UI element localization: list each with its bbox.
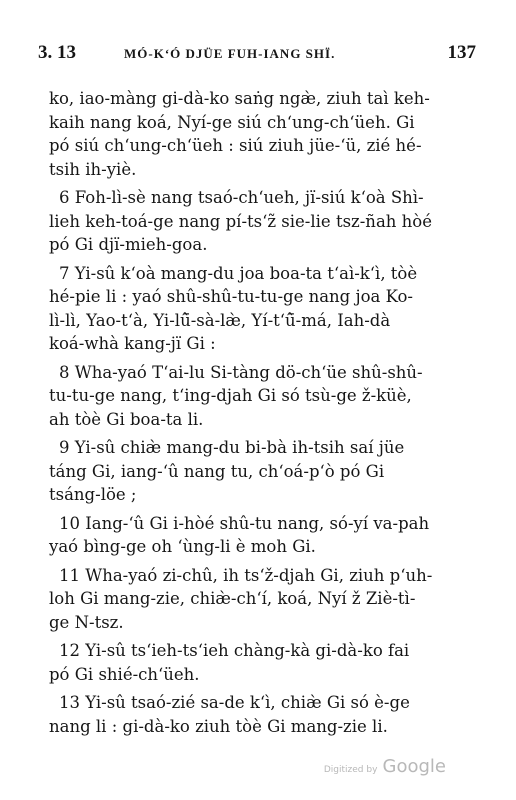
text-line: 12 Yi-sû ts‘ieh-ts‘ieh chàng-kà gi-dà-ko fai: [59, 641, 410, 660]
text-line: lieh keh-toá-ge nang pí-ts‘z̃ sie-lie tsz-ñah hòé: [49, 211, 432, 231]
text-line: lì-lì, Yao-t‘à, Yi-lû̄-sà-læ̀, Yí-t‘û̄-má, Iah-dà: [49, 310, 391, 330]
verse-paragraph: [49, 262, 489, 356]
book-title: MÓ-K‘Ó DJÜE FUH-IANG SHÏ.: [124, 46, 336, 61]
verse-paragraph: [49, 87, 489, 181]
text-line: kaih nang koá, Nyí-ge siú ch‘ung-ch‘üeh. Gi: [49, 112, 415, 132]
text-line: loh Gi mang-zie, chiæ̀-ch‘í, koá, Nyí ž Ziè-tì-: [49, 589, 416, 608]
text-line: 10 Iang-‘û Gi i-hòé shû-tu nang, só-yí va-pah: [59, 513, 430, 533]
text-line: 11 Wha-yaó zi-chû, ih ts‘ž-djah Gi, ziuh p‘uh-: [59, 565, 433, 585]
text-line: hé-pie li : yaó shû-shû-tu-tu-ge nang joa Ko-: [49, 287, 414, 306]
watermark-prefix: Digitized by: [323, 765, 378, 775]
text-line: 9 Yi-sû chiæ̀ mang-du bi-bà ih-tsih saí jüe: [59, 438, 405, 457]
text-line: táng Gi, iang-‘û nang tu, ch‘oá-p‘ò pó Gi: [49, 461, 385, 481]
text-line: ge N-tsz.: [49, 612, 124, 632]
text-line: ah tòè Gi boa-ta li.: [49, 409, 204, 429]
verse-paragraph: [49, 564, 489, 635]
text-line: 7 Yi-sû k‘oà mang-du joa boa-ta t‘aì-k‘ì, tòè: [59, 263, 418, 283]
text-line: pó Gi djï-mieh-goa.: [49, 235, 208, 254]
text-line: yaó bìng-ge oh ‘ùng-li è moh Gi.: [49, 537, 316, 556]
verse-paragraph: [49, 436, 489, 507]
text-line: tsih ih-yiè.: [49, 159, 137, 179]
text-line: 13 Yi-sû tsaó-zié sa-de k‘ì, chiæ̀ Gi só è-ge: [59, 693, 410, 712]
text-line: ko, iao-màng gi-dà-ko saṅg ngæ̀, ziuh taì keh-: [49, 89, 430, 108]
verse-paragraph: [49, 186, 489, 257]
digitized-watermark: [324, 756, 446, 777]
text-line: pó Gi shié-ch‘üeh.: [49, 664, 200, 684]
text-line: tsáng-löe ;: [49, 485, 137, 504]
text-line: 8 Wha-yaó T‘ai-lu Si-tàng dö-ch‘üe shû-shû-: [59, 362, 423, 382]
verse-paragraph: [49, 691, 489, 738]
verse-paragraph: [49, 361, 489, 432]
text-line: nang li : gi-dà-ko ziuh tòè Gi mang-zie li.: [49, 716, 388, 736]
text-line: 6 Foh-lì-sè nang tsaó-ch‘ueh, jï-siú k‘oà Shì-: [59, 188, 424, 207]
chapter-verse-label: 3. 13: [38, 42, 76, 63]
page-number: 137: [447, 42, 476, 63]
verse-paragraph: [49, 512, 489, 559]
running-header: [38, 42, 476, 64]
text-line: koá-whà kang-jï Gi :: [49, 334, 216, 353]
text-line: tu-tu-ge nang, t‘ing-djah Gi só tsù-ge ž-küè,: [49, 386, 412, 405]
text-line: pó siú ch‘ung-ch‘üeh : siú ziuh jüe-‘ü, zié hé-: [49, 136, 422, 155]
google-logo: Google: [382, 756, 446, 777]
verse-paragraph: [49, 639, 489, 686]
page-body: [49, 87, 489, 743]
